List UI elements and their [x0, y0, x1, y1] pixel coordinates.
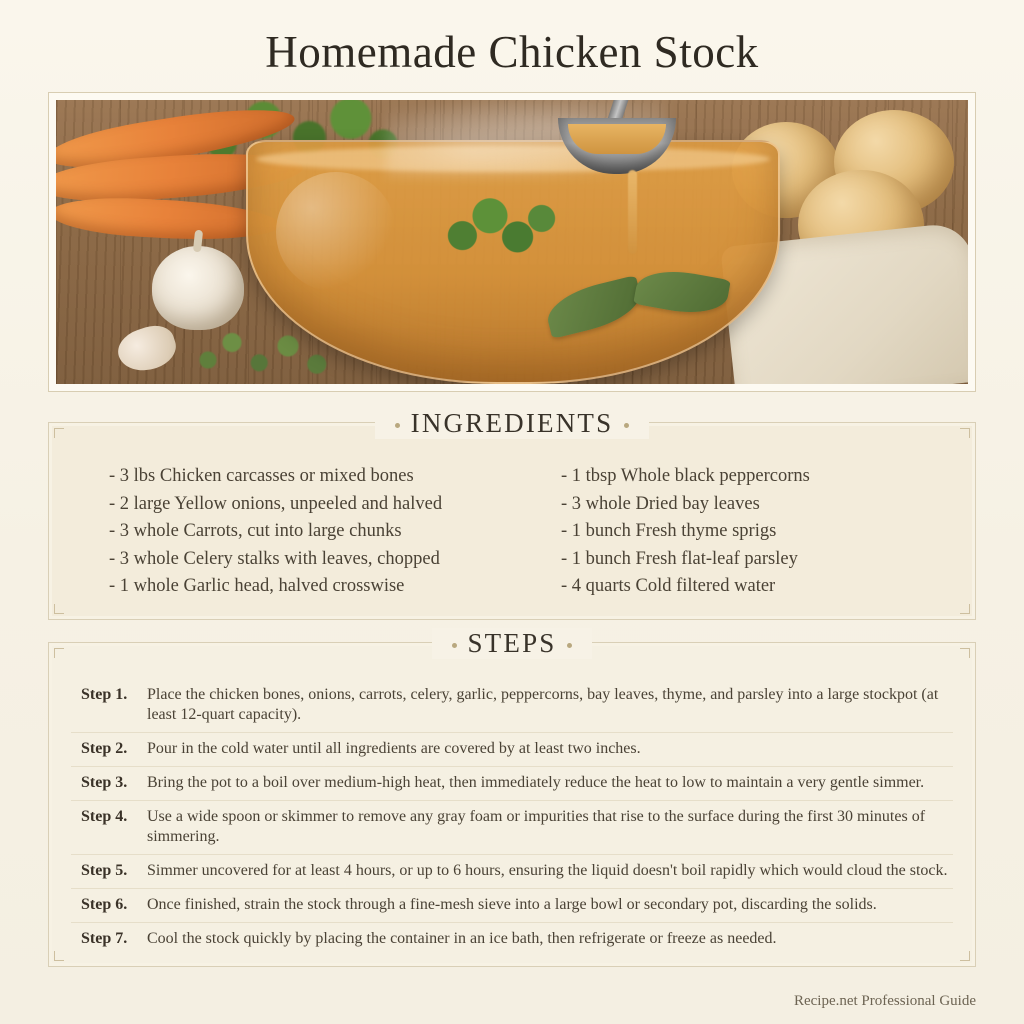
ingredients-column-right: [527, 463, 949, 601]
step-label: Step 5.: [81, 861, 128, 879]
ornament-dot-icon: [395, 423, 400, 428]
ingredients-column-left: [75, 463, 497, 601]
steps-panel: [48, 627, 976, 967]
ingredient-item: - 3 lbs Chicken carcasses or mixed bones: [109, 466, 414, 486]
step-text: Simmer uncovered for at least 4 hours, or up to 6 hours, ensuring the liquid doesn't boil rapidly which would cloud the stock.: [147, 861, 948, 879]
ingredients-heading: [49, 408, 975, 439]
step-text: Cool the stock quickly by placing the container in an ice bath, then refrigerate or freeze as needed.: [147, 929, 777, 947]
step-label: Step 4.: [81, 807, 128, 825]
steps-heading: [49, 628, 975, 659]
corner-ornament: [960, 604, 970, 614]
step-label: Step 6.: [81, 895, 128, 913]
step-row: [71, 889, 953, 923]
step-text: Place the chicken bones, onions, carrots, celery, garlic, peppercorns, bay leaves, thyme, and parsley into a large stockpot (at least 12-quart capacity).: [147, 685, 939, 723]
step-label: Step 7.: [81, 929, 128, 947]
step-text: Bring the pot to a boil over medium-high heat, then immediately reduce the heat to low to maintain a very gentle simmer.: [147, 773, 925, 791]
ladle-stock: [568, 124, 666, 154]
bowl-highlight: [276, 172, 396, 292]
ornament-dot-icon: [624, 423, 629, 428]
step-row: [71, 855, 953, 889]
hero-image: [56, 100, 968, 384]
ingredient-item: - 3 whole Carrots, cut into large chunks: [109, 521, 402, 541]
ingredient-item: - 1 tbsp Whole black peppercorns: [561, 466, 810, 486]
pouring-stock-stream: [628, 170, 637, 254]
ornament-dot-icon: [452, 643, 457, 648]
page-title: Homemade Chicken Stock: [265, 27, 759, 77]
corner-ornament: [960, 951, 970, 961]
ingredient-item: - 3 whole Dried bay leaves: [561, 493, 760, 514]
step-row: [71, 733, 953, 767]
ornament-dot-icon: [567, 643, 572, 648]
step-text: Once finished, strain the stock through a fine-mesh sieve into a large bowl or secondary pot, discarding the solids.: [147, 895, 877, 913]
step-label: Step 3.: [81, 773, 128, 791]
step-label: Step 1.: [81, 685, 128, 703]
step-row: [71, 923, 953, 956]
steps-list: [71, 679, 953, 956]
ingredients-panel: [48, 408, 976, 620]
step-row: [71, 767, 953, 801]
ingredient-item: - 2 large Yellow onions, unpeeled and halved: [109, 493, 443, 514]
footer-attribution: Recipe.net Professional Guide: [793, 993, 976, 1009]
corner-ornament: [54, 951, 64, 961]
ingredients-columns: [75, 463, 949, 601]
ingredient-item: - 3 whole Celery stalks with leaves, chopped: [109, 548, 440, 569]
step-text: Use a wide spoon or skimmer to remove any gray foam or impurities that rise to the surface during the first 30 minutes of simmering.: [147, 807, 926, 845]
ingredient-item: - 4 quarts Cold filtered water: [561, 576, 776, 596]
step-row: [71, 679, 953, 733]
ingredient-item: - 1 bunch Fresh thyme sprigs: [561, 521, 777, 541]
step-label: Step 2.: [81, 739, 128, 757]
parsley-garnish-icon: [436, 196, 556, 262]
step-text: Pour in the cold water until all ingredients are covered by at least two inches.: [147, 739, 641, 757]
ingredient-item: - 1 whole Garlic head, halved crosswise: [109, 576, 405, 596]
corner-ornament: [54, 604, 64, 614]
hero-image-frame: [48, 92, 976, 392]
step-row: [71, 801, 953, 855]
steps-heading-text: STEPS: [432, 628, 593, 659]
ingredients-heading-text: INGREDIENTS: [375, 408, 650, 439]
ingredient-item: - 1 bunch Fresh flat-leaf parsley: [561, 548, 798, 569]
